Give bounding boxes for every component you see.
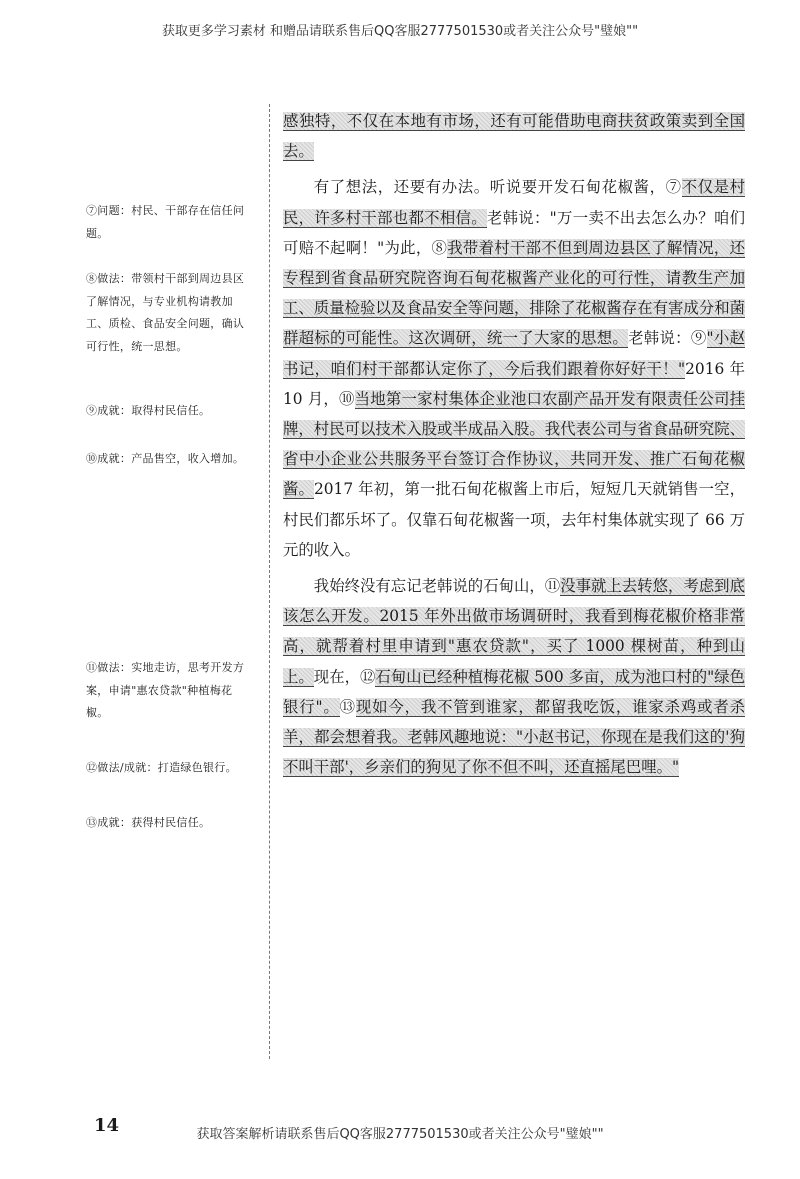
text-run: 老韩说：⑨ — [628, 329, 707, 348]
note-13: ⑬成就：获得村民信任。 — [86, 816, 211, 829]
highlight: 感独特，不仅在本地有市场，还有可能借助电商扶贫政策卖到全国去。 — [283, 112, 745, 161]
highlight: 没事就上去转悠，考虑到底该怎么开发。2015 年外出做市场调研时，我看到梅花椒价格非常高，就帮着村里申请到"惠农贷款"，买了 1000 棵树苗，种到山上。 — [283, 577, 745, 686]
note-8: ⑧做法：带领村干部到周边县区了解情况，与专业机构请教加工、质检、食品安全问题，确认可行性，统一思想。 — [86, 272, 245, 353]
column-divider — [269, 104, 270, 1059]
highlight: 现如今，我不管到谁家，都留我吃饭，谁家杀鸡或者杀羊，都会想着我。老韩风趣地说："小赵书记，你现在是我们这的'狗不叫干部'，乡亲们的狗见了你不但不叫，还直摇尾巴哩。" — [283, 697, 745, 777]
note-9: ⑨成就：取得村民信任。 — [86, 404, 211, 417]
highlight: 我带着村干部不但到周边县区了解情况，还专程到省食品研究院咨询石甸花椒酱产业化的可行性，请教生产加工、质量检验以及食品安全等问题，排除了花椒酱存在有害成分和菌群超标的可能性。这次调研，统一了大家的思想。 — [283, 238, 745, 348]
header-banner: 获取更多学习素材 和赠品请联系售后QQ客服2777501530或者关注公众号"璧娘"" — [161, 24, 639, 39]
note-7: ⑦问题：村民、干部存在信任问题。 — [86, 204, 245, 240]
footer-banner: 获取答案解析请联系售后QQ客服2777501530或者关注公众号"璧娘"" — [196, 1127, 604, 1142]
text-run: 2017 年初，第一批石甸花椒酱上市后，短短几天就销售一空，村民们都乐坏了。仅靠石甸花椒酱一项，去年村集体就实现了 66 万元的收入。 — [283, 480, 745, 559]
text-run: 老韩说："万一卖不出去怎么办？咱们可赔不起啊！"为此，⑧ — [283, 208, 745, 257]
highlight: 不仅是村民，许多村干部也都不相信。 — [283, 178, 745, 227]
highlight: "小赵书记，咱们村干部都认定你了，今后我们跟着你好好干！" — [283, 329, 745, 378]
note-11: ⑪做法：实地走访，思考开发方案，申请"惠农贷款"种植梅花椒。 — [86, 661, 245, 719]
paragraph-2 — [283, 172, 745, 565]
highlight: 石甸山已经种植梅花椒 500 多亩，成为池口村的"绿色银行"。 — [283, 667, 745, 716]
paragraph-3 — [283, 571, 745, 782]
paragraph-1 — [283, 106, 745, 166]
highlight: 当地第一家村集体企业池口农副产品开发有限责任公司挂牌，村民可以技术入股或半成品入股。我代表公司与省食品研究院、省中小企业公共服务平台签订合作协议，共同开发、推广石甸花椒酱。 — [283, 389, 745, 499]
text-run: ⑬ — [339, 697, 356, 716]
note-12: ⑫做法/成就：打造绿色银行。 — [86, 761, 237, 774]
text-run: 现在，⑫ — [313, 667, 376, 686]
text-run: 有了想法，还要有办法。听说要开发石甸花椒酱，⑦ — [313, 178, 682, 197]
text-run: 我始终没有忘记老韩说的石甸山，⑪ — [313, 577, 561, 596]
main-text — [283, 106, 745, 782]
page-number: 14 — [94, 1115, 120, 1136]
note-10: ⑩成就：产品售空，收入增加。 — [86, 452, 245, 465]
text-run: 2016 年 10 月，⑩ — [283, 359, 745, 408]
